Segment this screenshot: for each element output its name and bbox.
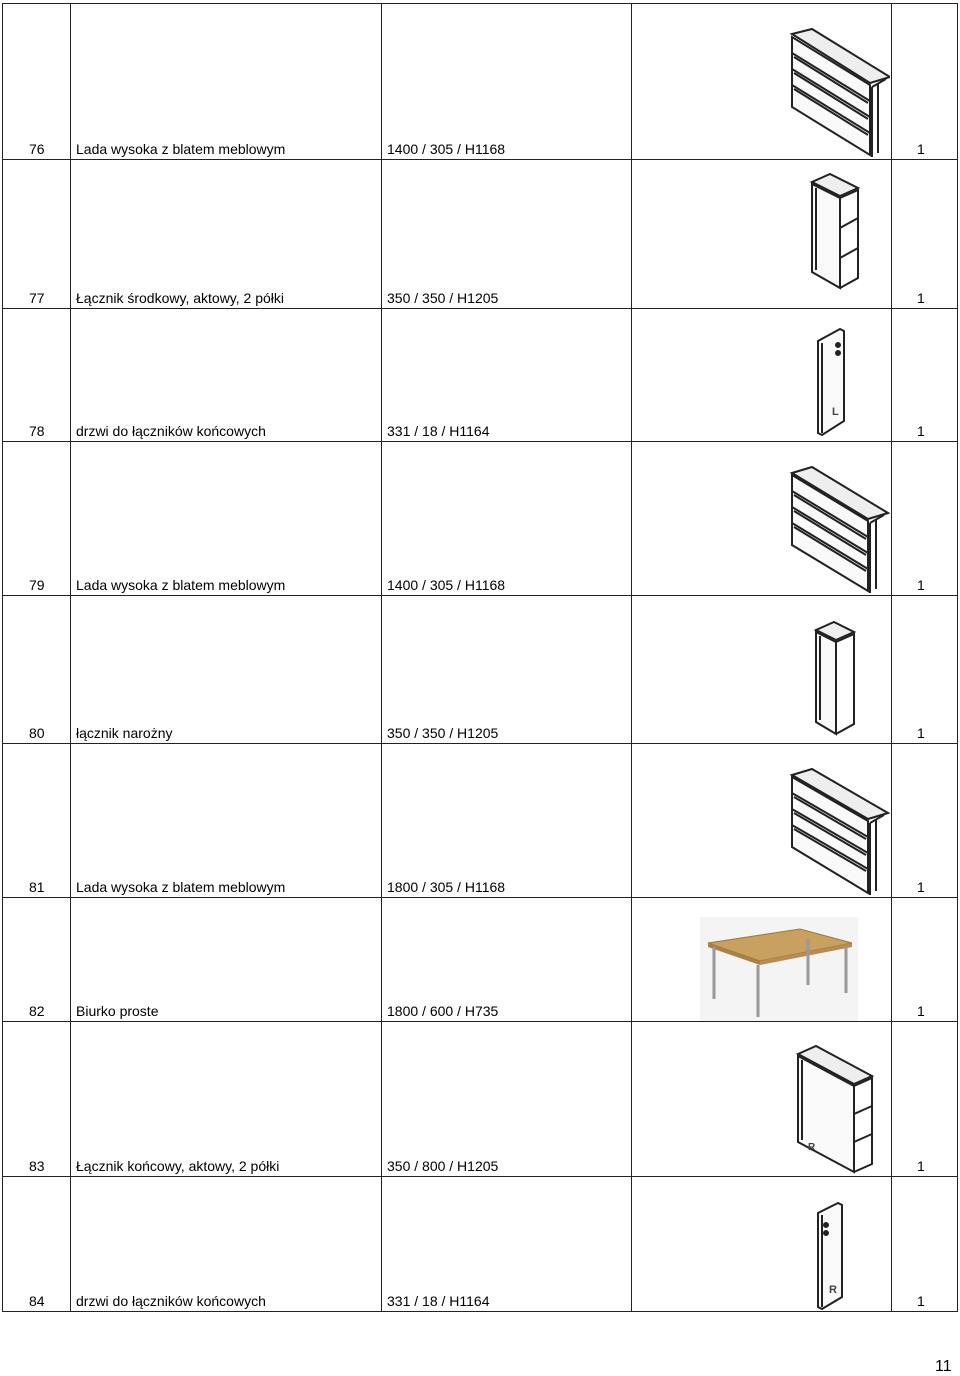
item-number: 84 <box>29 1293 45 1309</box>
reception-counter-drawing <box>632 747 890 897</box>
reception-counter-drawing <box>632 9 890 159</box>
table-row <box>3 1177 958 1312</box>
item-quantity: 1 <box>917 1003 925 1019</box>
door-right-drawing <box>632 1181 890 1311</box>
product-table <box>2 3 958 1312</box>
table-row <box>3 160 958 309</box>
item-number: 81 <box>29 879 45 895</box>
item-quantity: 1 <box>917 290 925 306</box>
item-dimensions: 1400 / 305 / H1168 <box>387 577 506 593</box>
item-quantity: 1 <box>917 1158 925 1174</box>
item-name: Łącznik końcowy, aktowy, 2 półki <box>76 1158 280 1174</box>
table-row <box>3 744 958 898</box>
connector-shelf-drawing <box>632 162 890 308</box>
reception-counter-drawing <box>632 445 890 595</box>
table-row <box>3 898 958 1022</box>
door-label: L <box>832 406 839 418</box>
item-name: drzwi do łączników końcowych <box>76 423 266 439</box>
item-name: łącznik narożny <box>76 725 173 741</box>
item-quantity: 1 <box>917 423 925 439</box>
item-quantity: 1 <box>917 577 925 593</box>
item-number: 77 <box>29 290 45 306</box>
corner-connector-drawing <box>632 598 890 743</box>
item-name: Łącznik środkowy, aktowy, 2 półki <box>76 290 285 306</box>
item-number: 80 <box>29 725 45 741</box>
door-label: R <box>829 1284 837 1296</box>
item-name: Lada wysoka z blatem meblowym <box>76 141 286 157</box>
item-number: 78 <box>29 423 45 439</box>
item-dimensions: 1800 / 600 / H735 <box>387 1003 499 1019</box>
item-number: 83 <box>29 1158 45 1174</box>
table-row <box>3 596 958 744</box>
item-name: Biurko proste <box>76 1003 159 1019</box>
table-row <box>3 309 958 442</box>
item-dimensions: 1800 / 305 / H1168 <box>387 879 506 895</box>
end-connector-drawing <box>632 1026 890 1176</box>
item-dimensions: 350 / 800 / H1205 <box>387 1158 499 1174</box>
table-row <box>3 1022 958 1177</box>
item-dimensions: 331 / 18 / H1164 <box>387 1293 490 1309</box>
item-quantity: 1 <box>917 725 925 741</box>
item-dimensions: 350 / 350 / H1205 <box>387 725 499 741</box>
side-label: R <box>808 1142 816 1153</box>
item-number: 76 <box>29 141 45 157</box>
item-name: drzwi do łączników końcowych <box>76 1293 266 1309</box>
item-dimensions: 1400 / 305 / H1168 <box>387 141 506 157</box>
table-row <box>3 442 958 596</box>
item-dimensions: 331 / 18 / H1164 <box>387 423 490 439</box>
item-name: Lada wysoka z blatem meblowym <box>76 577 286 593</box>
item-dimensions: 350 / 350 / H1205 <box>387 290 499 306</box>
desk-photo <box>632 903 890 1021</box>
table-row <box>3 4 958 160</box>
page-number: 11 <box>935 1358 952 1375</box>
item-name: Lada wysoka z blatem meblowym <box>76 879 286 895</box>
door-left-drawing <box>632 311 890 441</box>
item-quantity: 1 <box>917 1293 925 1309</box>
item-quantity: 1 <box>917 141 925 157</box>
item-number: 82 <box>29 1003 45 1019</box>
item-number: 79 <box>29 577 45 593</box>
item-quantity: 1 <box>917 879 925 895</box>
